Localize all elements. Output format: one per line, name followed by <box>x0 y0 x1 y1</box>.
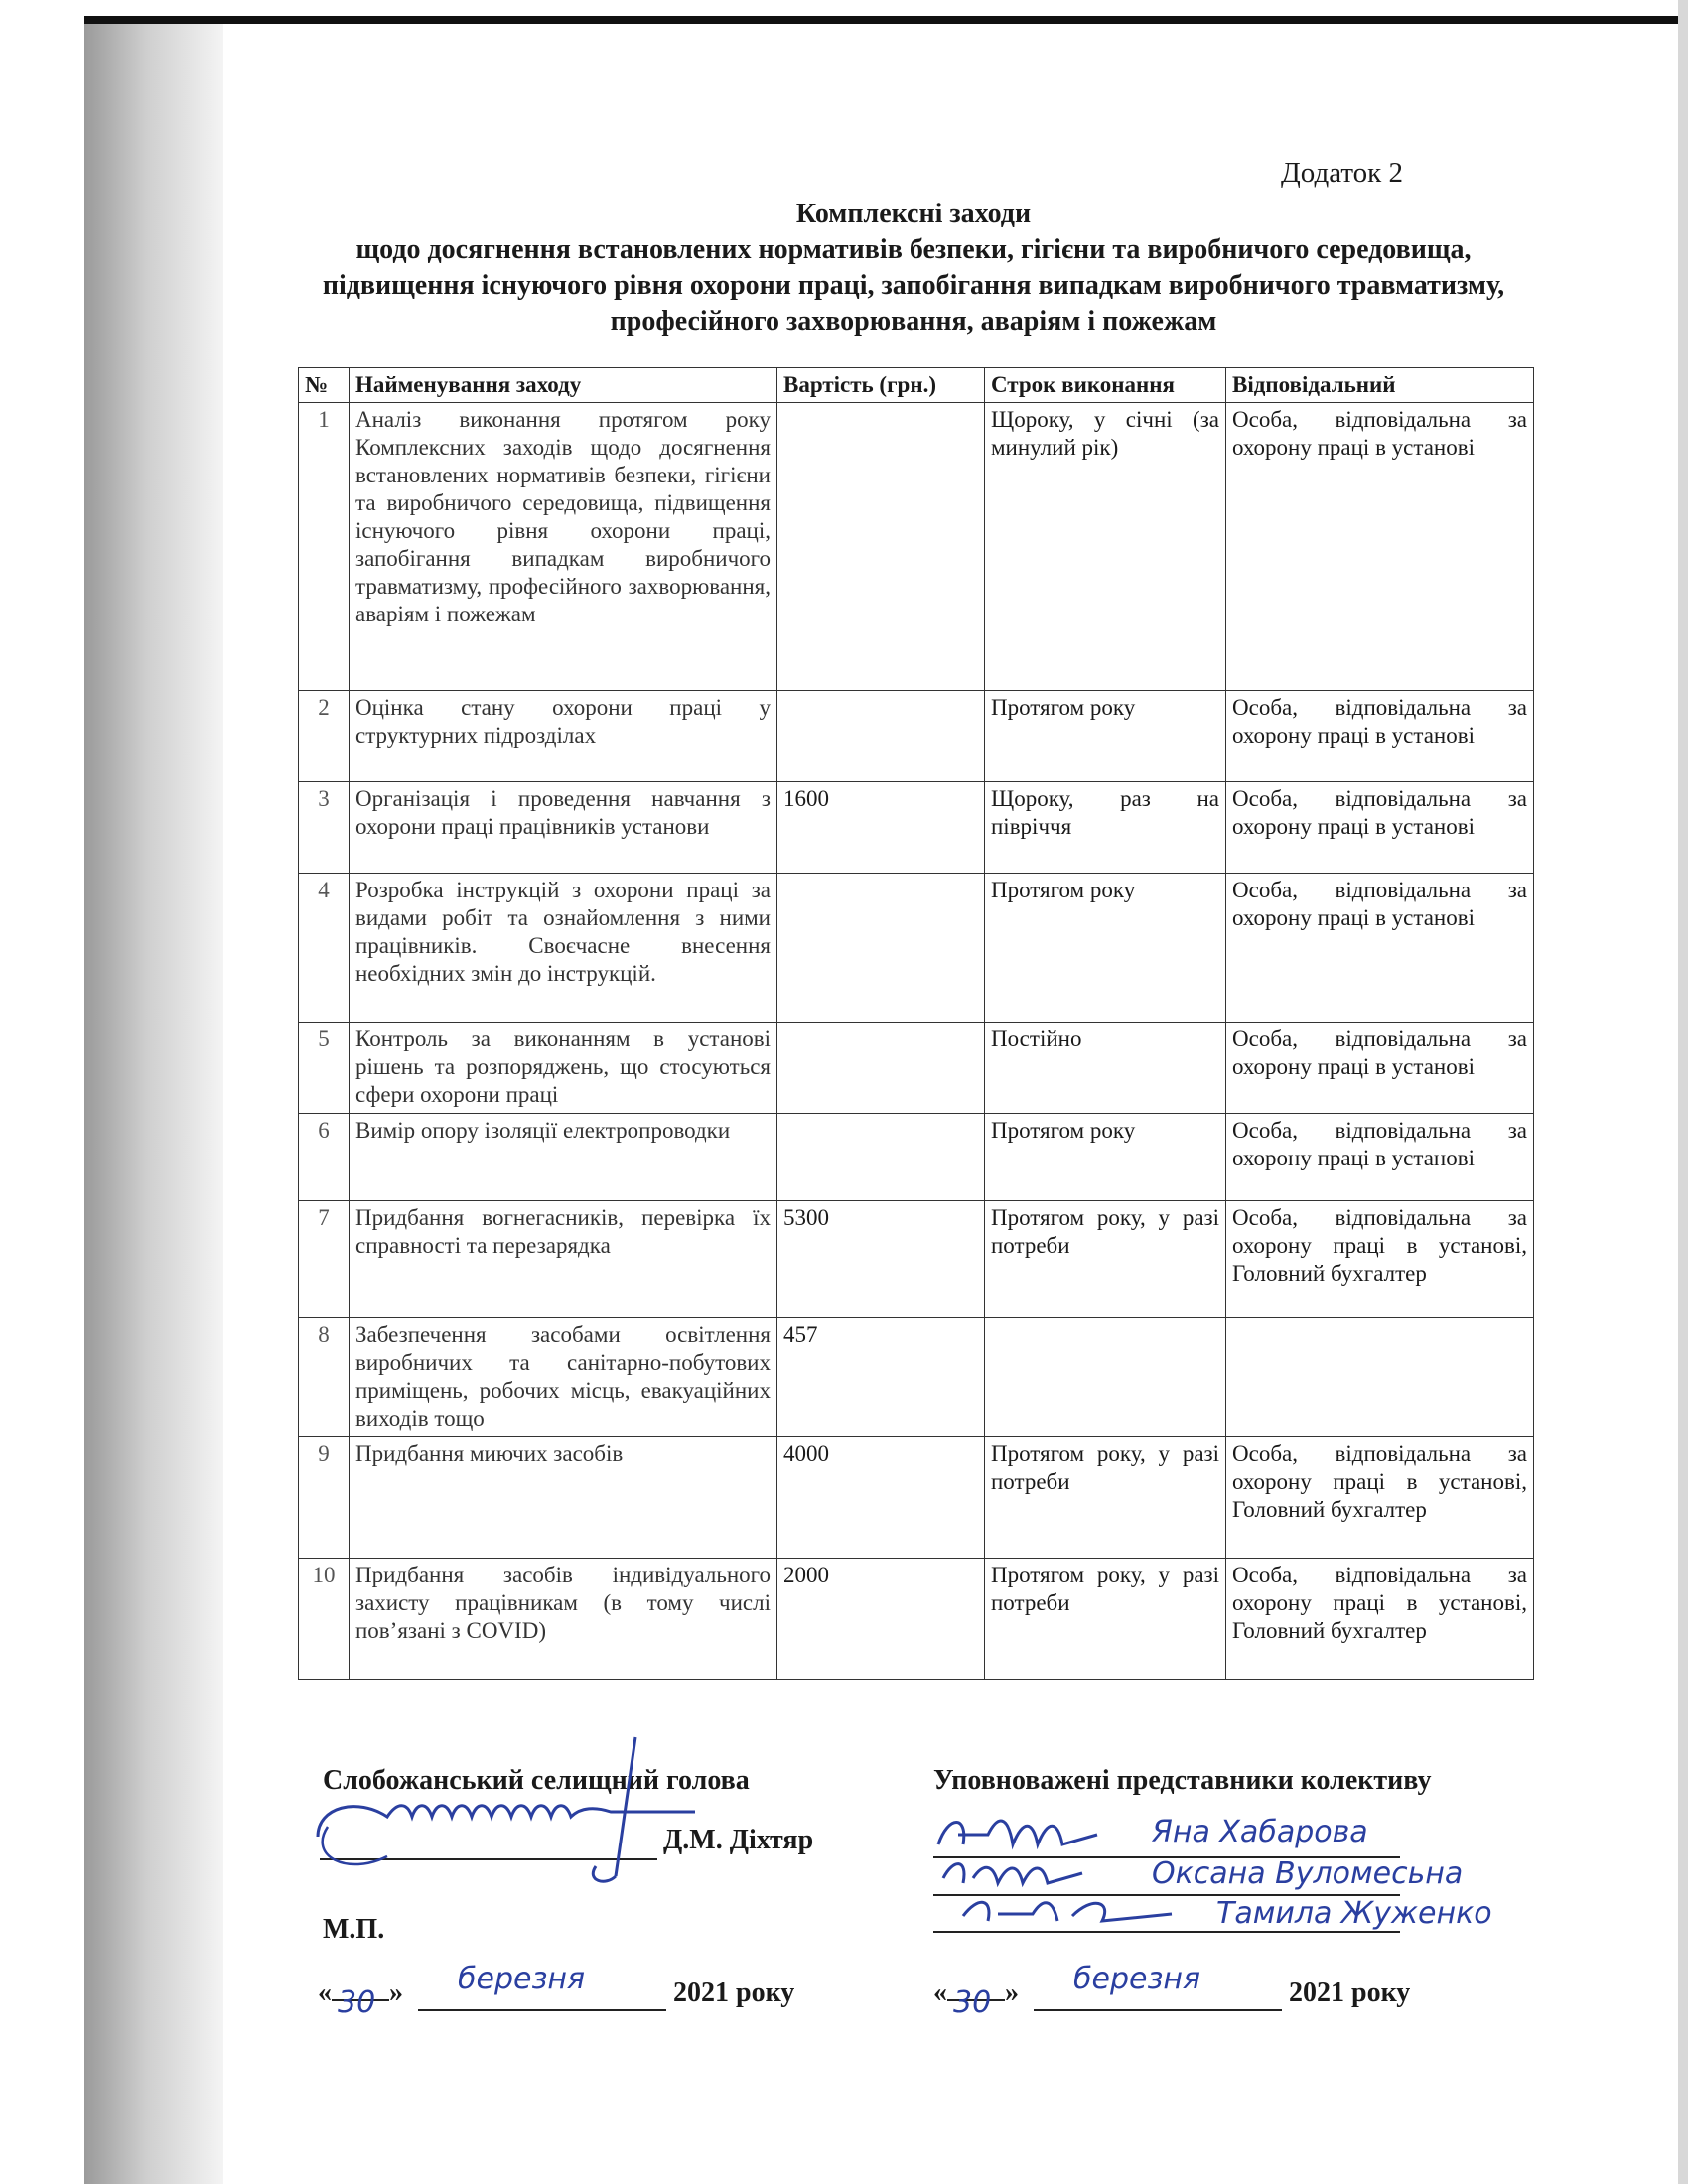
representative-name: Тамила Жуженко <box>1216 1896 1492 1931</box>
header-cost: Вартість (грн.) <box>777 368 985 403</box>
table-row <box>299 1114 1534 1201</box>
table-row <box>299 1437 1534 1559</box>
document-title <box>298 197 1529 340</box>
measure-name: Організація і проведення навчання з охорони праці працівників установи <box>350 782 777 874</box>
date-month-field <box>1034 1962 1282 2011</box>
row-number: 4 <box>299 874 350 1023</box>
measure-responsible: Особа, відповідальна за охорону праці в установі <box>1226 874 1534 1023</box>
measure-cost <box>777 403 985 691</box>
representatives-title: Уповноважені представники колективу <box>933 1765 1432 1796</box>
table-row <box>299 1023 1534 1114</box>
annex-label: Додаток 2 <box>1281 157 1403 189</box>
row-number: 3 <box>299 782 350 874</box>
measure-name: Придбання миючих засобів <box>350 1437 777 1559</box>
title-line-1: Комплексні заходи <box>795 199 1032 229</box>
measure-name: Придбання засобів індивідуального захисту працівникам (в тому числі пов’язані з COVID) <box>350 1559 777 1680</box>
head-signature <box>298 1707 715 1906</box>
date-month: березня <box>458 1962 586 1996</box>
measure-responsible: Особа, відповідальна за охорону праці в установі <box>1226 403 1534 691</box>
head-name: Д.М. Діхтяр <box>663 1825 814 1855</box>
row-number: 7 <box>299 1201 350 1318</box>
measure-cost: 5300 <box>777 1201 985 1318</box>
measure-term: Щороку, у січні (за минулий рік) <box>985 403 1226 691</box>
representative-name: Оксана Вуломесьна <box>1152 1856 1464 1891</box>
measure-cost <box>777 1114 985 1201</box>
measure-term: Протягом року, у разі потреби <box>985 1559 1226 1680</box>
scan-top-edge <box>84 16 1688 24</box>
measures-table <box>298 367 1534 1680</box>
representative-signature <box>953 1886 1192 1936</box>
measure-name: Вимір опору ізоляції електропроводки <box>350 1114 777 1201</box>
measure-cost <box>777 1023 985 1114</box>
date-year: 2021 року <box>1289 1978 1411 2008</box>
table-row <box>299 1318 1534 1437</box>
table-row <box>299 691 1534 782</box>
row-number: 10 <box>299 1559 350 1680</box>
title-line-2: щодо досягнення встановлених нормативів безпеки, гігієни та виробничого середовища, підвищення існуючого рівня охорони праці, запобігання випадкам виробничого травматизму, професійного захворювання, аваріям і пожежам <box>322 234 1505 337</box>
date-month: березня <box>1073 1962 1201 1996</box>
table-row <box>299 782 1534 874</box>
measure-cost: 1600 <box>777 782 985 874</box>
date-year: 2021 року <box>673 1978 795 2008</box>
date-month-field <box>418 1962 666 2011</box>
row-number: 2 <box>299 691 350 782</box>
representative-name: Яна Хабарова <box>1152 1815 1368 1849</box>
date-day: 30 <box>338 1985 376 2020</box>
measure-cost: 457 <box>777 1318 985 1437</box>
measure-term: Протягом року, у разі потреби <box>985 1437 1226 1559</box>
close-quote: » <box>1005 1978 1019 2008</box>
measure-responsible: Особа, відповідальна за охорону праці в установі <box>1226 1114 1534 1201</box>
measure-term: Протягом року, у разі потреби <box>985 1201 1226 1318</box>
date-day: 30 <box>953 1985 992 2020</box>
measure-term: Постійно <box>985 1023 1226 1114</box>
date-left <box>318 1962 795 2020</box>
table-row <box>299 874 1534 1023</box>
row-number: 8 <box>299 1318 350 1437</box>
measure-cost <box>777 874 985 1023</box>
measure-responsible: Особа, відповідальна за охорону праці в установі <box>1226 782 1534 874</box>
header-number: № <box>299 368 350 403</box>
row-number: 1 <box>299 403 350 691</box>
measure-name: Оцінка стану охорони праці у структурних підрозділах <box>350 691 777 782</box>
table-row <box>299 1559 1534 1680</box>
date-day-field <box>947 1985 1005 2020</box>
measure-name: Контроль за виконанням в установі рішень та розпоряджень, що стосуються сфери охорони праці <box>350 1023 777 1114</box>
close-quote: » <box>389 1978 403 2008</box>
measure-responsible: Особа, відповідальна за охорону праці в установі, Головний бухгалтер <box>1226 1201 1534 1318</box>
row-number: 6 <box>299 1114 350 1201</box>
table-row <box>299 403 1534 691</box>
measure-name: Розробка інструкцій з охорони праці за видами робіт та ознайомлення з ними працівників. Своєчасне внесення необхідних змін до інструкцій. <box>350 874 777 1023</box>
header-responsible: Відповідальний <box>1226 368 1534 403</box>
measure-term: Протягом року <box>985 874 1226 1023</box>
date-right <box>933 1962 1411 2020</box>
stamp-place: М.П. <box>323 1914 385 1945</box>
measure-cost: 2000 <box>777 1559 985 1680</box>
measure-term: Протягом року <box>985 691 1226 782</box>
measure-term: Протягом року <box>985 1114 1226 1201</box>
measure-responsible: Особа, відповідальна за охорону праці в установі, Головний бухгалтер <box>1226 1559 1534 1680</box>
row-number: 5 <box>299 1023 350 1114</box>
scan-right-edge <box>1678 0 1688 2184</box>
header-name: Найменування заходу <box>350 368 777 403</box>
measure-responsible: Особа, відповідальна за охорону праці в установі <box>1226 691 1534 782</box>
measure-term: Щороку, раз на півріччя <box>985 782 1226 874</box>
table-header-row <box>299 368 1534 403</box>
measure-cost <box>777 691 985 782</box>
head-title: Слобожанський селищний голова <box>323 1765 750 1796</box>
open-quote: « <box>318 1978 332 2008</box>
table-row <box>299 1201 1534 1318</box>
open-quote: « <box>933 1978 947 2008</box>
measure-name: Забезпечення засобами освітлення виробничих та санітарно-побутових приміщень, робочих місць, евакуаційних виходів тощо <box>350 1318 777 1437</box>
measure-name: Аналіз виконання протягом року Комплексних заходів щодо досягнення встановлених нормативів безпеки, гігієни та виробничого середовища, підвищення існуючого рівня охорони праці, запобігання випадкам виробничого травматизму, професійного захворювання, аваріям і пожежам <box>350 403 777 691</box>
date-day-field <box>332 1985 389 2020</box>
measure-cost: 4000 <box>777 1437 985 1559</box>
measure-name: Придбання вогнегасників, перевірка їх справності та перезарядка <box>350 1201 777 1318</box>
row-number: 9 <box>299 1437 350 1559</box>
measure-responsible: Особа, відповідальна за охорону праці в установі <box>1226 1023 1534 1114</box>
measure-responsible: Особа, відповідальна за охорону праці в установі, Головний бухгалтер <box>1226 1437 1534 1559</box>
measure-responsible <box>1226 1318 1534 1437</box>
header-term: Строк виконання <box>985 368 1226 403</box>
scan-binding-shadow <box>84 24 223 2184</box>
measure-term <box>985 1318 1226 1437</box>
